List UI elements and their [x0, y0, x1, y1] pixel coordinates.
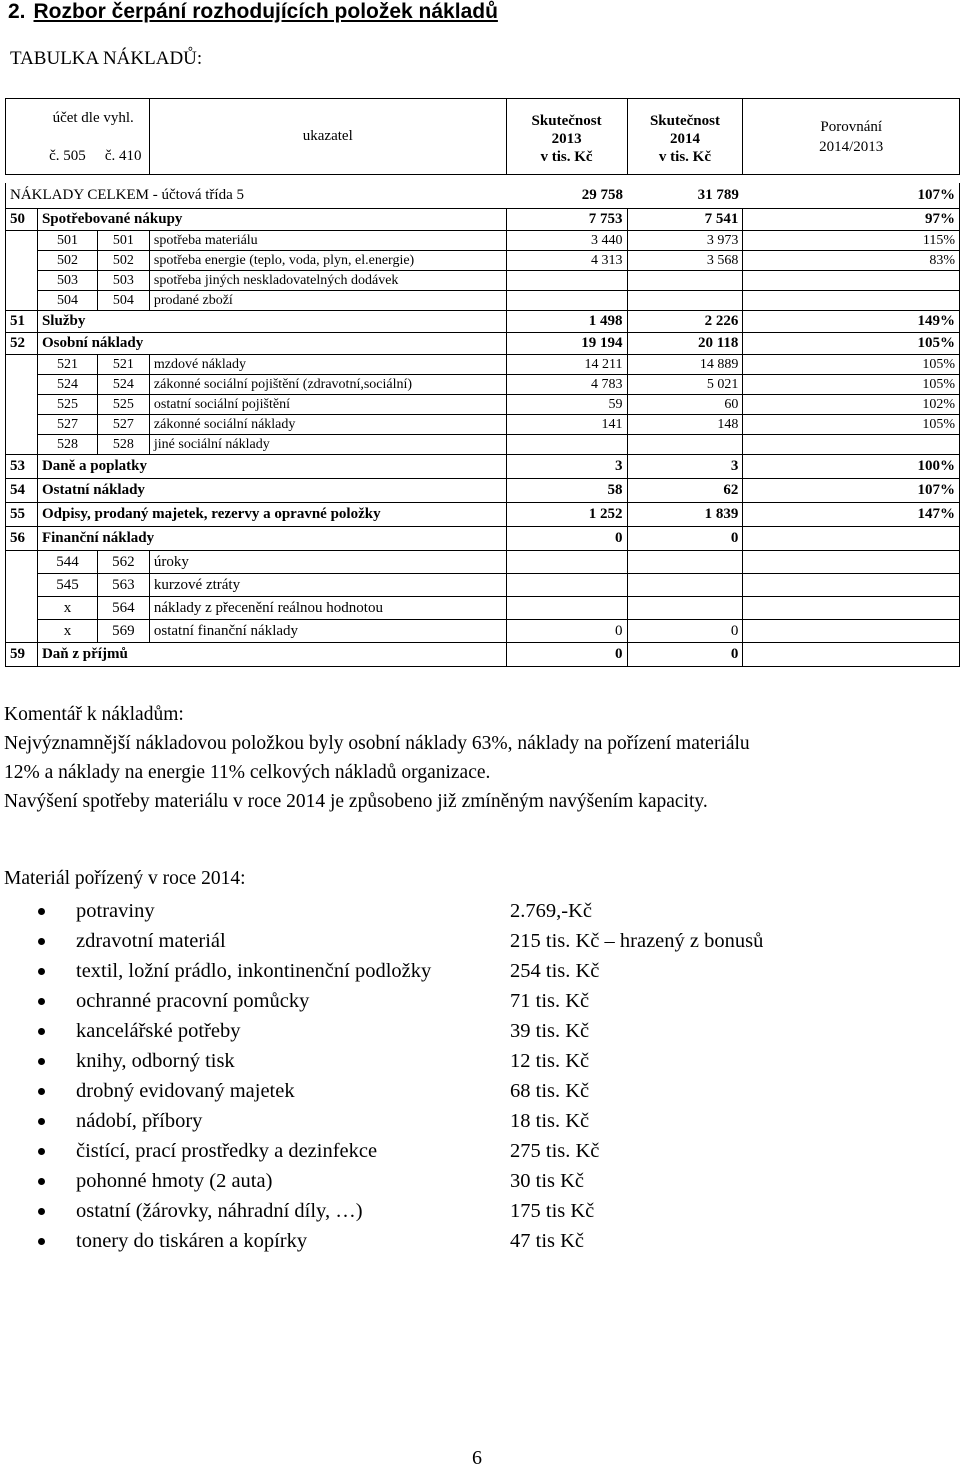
- row-code: 53: [6, 455, 38, 479]
- row-label: ostatní finanční náklady: [149, 620, 506, 643]
- material-value: 275 tis. Kč: [510, 1140, 600, 1162]
- total-row: [6, 183, 960, 209]
- row-indent: [6, 551, 38, 574]
- bullet-icon: [38, 998, 45, 1005]
- row-label: spotřeba energie (teplo, voda, plyn, el.energie): [149, 251, 506, 271]
- row-pct: 147%: [743, 503, 960, 527]
- total-2013: 29 758: [506, 183, 627, 209]
- row-pct: 83%: [743, 251, 960, 271]
- material-value: 47 tis Kč: [510, 1230, 585, 1252]
- comment-line-2: 12% a náklady na energie 11% celkových nákladů organizace.: [4, 762, 491, 783]
- material-value: 2.769,-Kč: [510, 900, 592, 922]
- table-group-row: [6, 479, 960, 503]
- row-label: zákonné sociální pojištění (zdravotní,sociální): [149, 375, 506, 395]
- table-group-row: [6, 209, 960, 231]
- row-2013: [506, 597, 627, 620]
- row-pct: [743, 291, 960, 311]
- row-label: Daň z příjmů: [37, 643, 506, 667]
- row-indent: [6, 435, 38, 455]
- material-value: 39 tis. Kč: [510, 1020, 590, 1042]
- bullet-icon: [38, 1148, 45, 1155]
- row-2014: 3: [627, 455, 743, 479]
- material-value: 30 tis Kč: [510, 1170, 585, 1192]
- row-indent: [6, 271, 38, 291]
- row-indent: [6, 355, 38, 375]
- col-505: č. 505: [49, 147, 86, 164]
- row-label: náklady z přecenění reálnou hodnotou: [149, 597, 506, 620]
- row-label: mzdové náklady: [149, 355, 506, 375]
- row-account-b: 503: [97, 271, 149, 291]
- actual-2013-l3: v tis. Kč: [540, 148, 593, 165]
- table-row: [6, 574, 960, 597]
- row-2014: 14 889: [627, 355, 743, 375]
- table-row: [6, 231, 960, 251]
- row-account-a: 525: [37, 395, 97, 415]
- row-code: 51: [6, 311, 38, 333]
- row-2013: [506, 271, 627, 291]
- row-pct: 149%: [743, 311, 960, 333]
- material-value: 18 tis. Kč: [510, 1110, 590, 1132]
- row-label: kurzové ztráty: [149, 574, 506, 597]
- row-2013: 0: [506, 527, 627, 551]
- row-indent: [6, 574, 38, 597]
- col-410: č. 410: [97, 139, 149, 175]
- bullet-icon: [38, 1058, 45, 1065]
- row-2014: 62: [627, 479, 743, 503]
- row-2014: 3 568: [627, 251, 743, 271]
- material-name: čistící, prací prostředky a dezinfekce: [76, 1140, 378, 1162]
- row-account-b: 501: [97, 231, 149, 251]
- row-2013: 3: [506, 455, 627, 479]
- row-code: 54: [6, 479, 38, 503]
- row-account-a: 524: [37, 375, 97, 395]
- material-value: 215 tis. Kč – hrazený z bonusů: [510, 930, 764, 952]
- actual-2013-l2: 2013: [551, 130, 582, 147]
- compare-l2: 2014/2013: [819, 138, 884, 155]
- row-label: jiné sociální náklady: [149, 435, 506, 455]
- material-value: 12 tis. Kč: [510, 1050, 590, 1072]
- row-pct: 105%: [743, 355, 960, 375]
- row-pct: 97%: [743, 209, 960, 231]
- row-label: úroky: [149, 551, 506, 574]
- row-2014: [627, 551, 743, 574]
- row-2014: 2 226: [627, 311, 743, 333]
- row-account-a: 545: [37, 574, 97, 597]
- row-2013: 7 753: [506, 209, 627, 231]
- row-account-b: 527: [97, 415, 149, 435]
- row-account-b: 525: [97, 395, 149, 415]
- total-pct: 107%: [743, 183, 960, 209]
- row-label: Služby: [37, 311, 506, 333]
- material-name: kancelářské potřeby: [76, 1020, 241, 1042]
- row-label: Daně a poplatky: [37, 455, 506, 479]
- row-2014: [627, 271, 743, 291]
- bullet-icon: [38, 1088, 45, 1095]
- table-row: [6, 375, 960, 395]
- row-2013: [506, 291, 627, 311]
- row-pct: 102%: [743, 395, 960, 415]
- row-label: Odpisy, prodaný majetek, rezervy a opravné položky: [37, 503, 506, 527]
- actual-2014-l2: 2014: [669, 130, 700, 147]
- material-name: ochranné pracovní pomůcky: [76, 990, 310, 1012]
- material-value: 68 tis. Kč: [510, 1080, 590, 1102]
- row-label: ostatní sociální pojištění: [149, 395, 506, 415]
- bullet-icon: [38, 938, 45, 945]
- row-2014: 1 839: [627, 503, 743, 527]
- row-account-b: 564: [97, 597, 149, 620]
- actual-2014-l1: Skutečnost: [649, 112, 720, 129]
- row-pct: 105%: [743, 375, 960, 395]
- material-name: drobný evidovaný majetek: [76, 1080, 295, 1102]
- row-2014: 0: [627, 620, 743, 643]
- row-2014: 20 118: [627, 333, 743, 355]
- row-2013: 19 194: [506, 333, 627, 355]
- table-group-row: [6, 527, 960, 551]
- indicator-header: ukazatel: [149, 99, 506, 175]
- actual-2013-l1: Skutečnost: [531, 112, 602, 129]
- materials-title: Materiál pořízený v roce 2014:: [4, 868, 246, 889]
- row-2013: 141: [506, 415, 627, 435]
- row-account-b: 524: [97, 375, 149, 395]
- material-value: 71 tis. Kč: [510, 990, 590, 1012]
- table-row: [6, 271, 960, 291]
- row-label: prodané zboží: [149, 291, 506, 311]
- row-2014: [627, 291, 743, 311]
- table-group-row: [6, 311, 960, 333]
- table-group-row: [6, 455, 960, 479]
- actual-2014-l3: v tis. Kč: [658, 148, 711, 165]
- row-2014: 7 541: [627, 209, 743, 231]
- row-account-a: 527: [37, 415, 97, 435]
- row-2013: [506, 574, 627, 597]
- table-row: [6, 435, 960, 455]
- row-2014: 5 021: [627, 375, 743, 395]
- material-name: potraviny: [76, 900, 155, 922]
- table-group-row: [6, 333, 960, 355]
- table-row: [6, 251, 960, 271]
- section-heading: [8, 0, 498, 24]
- total-2014: 31 789: [627, 183, 743, 209]
- header-row-1: [6, 99, 960, 139]
- material-name: knihy, odborný tisk: [76, 1050, 235, 1072]
- comment-line-1: Nejvýznamnější nákladovou položkou byly osobní náklady 63%, náklady na pořízení materiálu: [4, 733, 750, 754]
- comment-title: Komentář k nákladům:: [4, 704, 184, 725]
- row-2014: 0: [627, 527, 743, 551]
- material-name: ostatní (žárovky, náhradní díly, …): [76, 1200, 363, 1222]
- bullet-icon: [38, 1028, 45, 1035]
- row-indent: [6, 251, 38, 271]
- row-2014: [627, 597, 743, 620]
- material-name: tonery do tiskáren a kopírky: [76, 1230, 308, 1252]
- row-pct: [743, 574, 960, 597]
- row-account-a: 504: [37, 291, 97, 311]
- row-account-a: 502: [37, 251, 97, 271]
- row-2014: [627, 574, 743, 597]
- row-indent: [6, 375, 38, 395]
- table-caption: TABULKA NÁKLADŮ:: [10, 48, 203, 69]
- row-2013: 0: [506, 620, 627, 643]
- row-label: spotřeba materiálu: [149, 231, 506, 251]
- row-label: Finanční náklady: [37, 527, 506, 551]
- row-code: 52: [6, 333, 38, 355]
- row-account-b: 528: [97, 435, 149, 455]
- comment-line-3: Navýšení spotřeby materiálu v roce 2014 je způsobeno již zmíněným navýšením kapacity.: [4, 791, 708, 812]
- table-row: [6, 551, 960, 574]
- row-2014: 148: [627, 415, 743, 435]
- material-name: nádobí, příbory: [76, 1110, 203, 1132]
- row-indent: [6, 415, 38, 435]
- row-2013: 14 211: [506, 355, 627, 375]
- row-account-b: 562: [97, 551, 149, 574]
- bullet-icon: [38, 1178, 45, 1185]
- comment-block: [4, 700, 960, 816]
- row-2013: [506, 435, 627, 455]
- row-code: 55: [6, 503, 38, 527]
- row-indent: [6, 291, 38, 311]
- row-label: zákonné sociální náklady: [149, 415, 506, 435]
- table-row: [6, 597, 960, 620]
- row-2014: 3 973: [627, 231, 743, 251]
- row-account-b: 504: [97, 291, 149, 311]
- row-code: 50: [6, 209, 38, 231]
- bullet-icon: [38, 1118, 45, 1125]
- row-account-a: 503: [37, 271, 97, 291]
- row-2013: 3 440: [506, 231, 627, 251]
- row-2013: 59: [506, 395, 627, 415]
- material-name: pohonné hmoty (2 auta): [76, 1170, 273, 1192]
- table-row: [6, 355, 960, 375]
- compare-l1: Porovnání: [820, 118, 883, 135]
- page-number: 6: [472, 1447, 482, 1469]
- row-indent: [6, 395, 38, 415]
- row-pct: [743, 620, 960, 643]
- table-row: [6, 415, 960, 435]
- cost-table: [5, 98, 960, 667]
- row-2013: 0: [506, 643, 627, 667]
- row-pct: [743, 597, 960, 620]
- row-2013: 1 252: [506, 503, 627, 527]
- row-account-b: 563: [97, 574, 149, 597]
- row-pct: [743, 271, 960, 291]
- bullet-icon: [38, 1208, 45, 1215]
- actual-2013-header: [506, 99, 627, 175]
- row-label: Ostatní náklady: [37, 479, 506, 503]
- row-2014: 60: [627, 395, 743, 415]
- row-pct: 105%: [743, 333, 960, 355]
- row-code: 56: [6, 527, 38, 551]
- row-pct: 107%: [743, 479, 960, 503]
- row-account-a: 501: [37, 231, 97, 251]
- table-row: [6, 620, 960, 643]
- row-indent: [6, 597, 38, 620]
- bullet-icon: [38, 908, 45, 915]
- row-2013: 58: [506, 479, 627, 503]
- row-2014: [627, 435, 743, 455]
- total-label: NÁKLADY CELKEM - účtová třída 5: [6, 183, 507, 209]
- bullet-icon: [38, 968, 45, 975]
- material-value: 254 tis. Kč: [510, 960, 600, 982]
- material-value: 175 tis Kč: [510, 1200, 595, 1222]
- row-pct: 115%: [743, 231, 960, 251]
- row-account-b: 569: [97, 620, 149, 643]
- account-label: účet dle vyhl.: [37, 99, 149, 139]
- row-label: spotřeba jiných neskladovatelných dodávek: [149, 271, 506, 291]
- section-title: Rozbor čerpání rozhodujících položek nákladů: [33, 0, 498, 23]
- row-account-a: x: [37, 620, 97, 643]
- row-pct: [743, 527, 960, 551]
- row-2013: 4 313: [506, 251, 627, 271]
- row-pct: [743, 551, 960, 574]
- row-pct: [743, 435, 960, 455]
- table-row: [6, 395, 960, 415]
- row-2013: [506, 551, 627, 574]
- table-row: [6, 291, 960, 311]
- row-code: 59: [6, 643, 38, 667]
- actual-2014-header: [627, 99, 743, 175]
- row-pct: 105%: [743, 415, 960, 435]
- row-indent: [6, 231, 38, 251]
- row-2013: 1 498: [506, 311, 627, 333]
- row-account-b: 502: [97, 251, 149, 271]
- row-pct: 100%: [743, 455, 960, 479]
- row-account-a: 544: [37, 551, 97, 574]
- row-label: Osobní náklady: [37, 333, 506, 355]
- compare-header: [743, 99, 960, 175]
- row-label: Spotřebované nákupy: [37, 209, 506, 231]
- row-2013: 4 783: [506, 375, 627, 395]
- row-pct: [743, 643, 960, 667]
- table-group-row: [6, 643, 960, 667]
- row-account-b: 521: [97, 355, 149, 375]
- row-account-a: x: [37, 597, 97, 620]
- row-account-a: 528: [37, 435, 97, 455]
- row-2014: 0: [627, 643, 743, 667]
- bullet-icon: [38, 1238, 45, 1245]
- material-name: textil, ložní prádlo, inkontinenční podložky: [76, 960, 432, 982]
- row-indent: [6, 620, 38, 643]
- row-account-a: 521: [37, 355, 97, 375]
- table-group-row: [6, 503, 960, 527]
- material-name: zdravotní materiál: [76, 930, 226, 952]
- section-number: 2.: [8, 0, 26, 23]
